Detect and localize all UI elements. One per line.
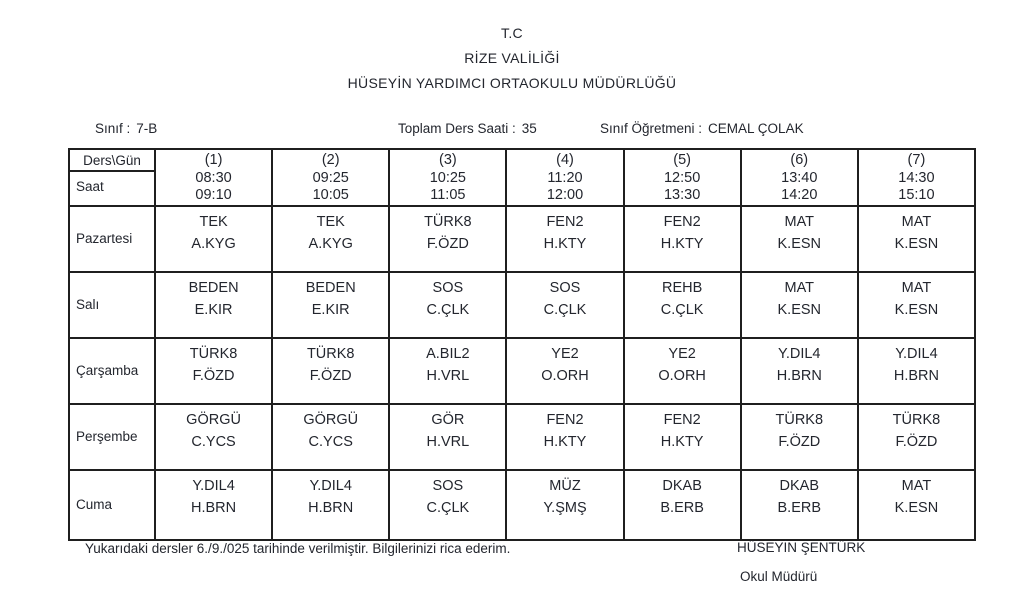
lesson-cell — [624, 338, 741, 404]
lesson-teacher: H.BRN — [191, 499, 237, 516]
period-number: (6) — [790, 152, 809, 168]
day-row-carsamba — [69, 338, 975, 404]
period-start-time: 09:25 — [312, 169, 349, 186]
lesson-teacher: C.YCS — [191, 433, 236, 450]
day-row-cuma — [69, 470, 975, 540]
lesson-subject: TÜRK8 — [189, 345, 238, 362]
lesson-subject: FEN2 — [663, 411, 701, 428]
period-start-time: 12:50 — [663, 169, 701, 186]
lesson-subject: Y.DIL4 — [309, 477, 352, 494]
lesson-subject: GÖR — [431, 411, 465, 428]
class-info — [95, 121, 157, 136]
period-end-time: 14:20 — [781, 187, 818, 203]
lesson-cell — [506, 206, 623, 272]
lesson-cell — [624, 206, 741, 272]
period-end-time: 13:30 — [663, 187, 701, 203]
lesson-subject: FEN2 — [663, 213, 701, 230]
day-row-persembe — [69, 404, 975, 470]
lesson-subject: MAT — [784, 213, 815, 230]
lesson-subject: Y.DIL4 — [192, 477, 235, 494]
lesson-teacher: B.ERB — [660, 499, 704, 516]
lesson-teacher: K.ESN — [777, 235, 822, 252]
lesson-teacher: B.ERB — [777, 499, 822, 516]
corner-label-ders-gun: Ders\Gün — [70, 150, 154, 172]
period-header-1 — [155, 149, 272, 206]
period-end-time: 09:10 — [195, 187, 232, 203]
lesson-cell — [155, 272, 272, 338]
lesson-teacher: C.YCS — [308, 433, 353, 450]
header-line-school: HÜSEYİN YARDIMCI ORTAOKULU MÜDÜRLÜĞÜ — [347, 75, 677, 91]
lesson-cell — [741, 272, 858, 338]
lesson-subject: TÜRK8 — [775, 411, 824, 428]
lesson-teacher: C.ÇLK — [660, 301, 704, 318]
period-end-time: 12:00 — [546, 187, 584, 203]
lesson-cell — [389, 272, 506, 338]
lesson-cell — [272, 338, 389, 404]
lesson-cell — [624, 272, 741, 338]
lesson-subject: DKAB — [779, 477, 820, 494]
lesson-subject: TÜRK8 — [892, 411, 941, 428]
period-start-time: 10:25 — [429, 169, 466, 186]
period-header-5 — [624, 149, 741, 206]
lesson-teacher: E.KIR — [194, 301, 233, 318]
class-teacher-value: CEMAL ÇOLAK — [708, 121, 804, 136]
period-number: (3) — [438, 152, 457, 168]
day-row-sali — [69, 272, 975, 338]
lesson-cell — [389, 470, 506, 540]
lesson-cell — [858, 272, 975, 338]
class-teacher-label: Sınıf Öğretmeni : — [600, 121, 703, 136]
lesson-teacher: K.ESN — [894, 301, 939, 318]
corner-label-saat: Saat — [76, 179, 104, 194]
lesson-teacher: F.ÖZD — [426, 235, 469, 252]
corner-cell — [69, 149, 155, 206]
lesson-subject: Y.DIL4 — [778, 345, 821, 362]
lesson-teacher: C.ÇLK — [426, 301, 470, 318]
lesson-subject: MAT — [901, 279, 932, 296]
day-label: Çarşamba — [69, 338, 155, 404]
lesson-cell — [858, 470, 975, 540]
lesson-teacher: H.VRL — [426, 433, 470, 450]
lesson-subject: TEK — [316, 213, 345, 230]
period-header-2 — [272, 149, 389, 206]
lesson-teacher: H.KTY — [543, 235, 587, 252]
lesson-cell — [741, 338, 858, 404]
lesson-subject: REHB — [661, 279, 703, 296]
period-number: (7) — [907, 152, 926, 168]
lesson-subject: YE2 — [668, 345, 696, 362]
lesson-teacher: K.ESN — [894, 235, 939, 252]
lesson-cell — [155, 404, 272, 470]
lesson-cell — [155, 338, 272, 404]
lesson-subject: DKAB — [662, 477, 702, 494]
header-line-tc: T.C — [501, 25, 523, 41]
lesson-teacher: F.ÖZD — [778, 433, 821, 450]
lesson-cell — [858, 404, 975, 470]
class-value: 7-B — [136, 121, 158, 136]
lesson-cell — [506, 338, 623, 404]
lesson-cell — [506, 272, 623, 338]
lesson-subject: FEN2 — [546, 213, 584, 230]
lesson-subject: Y.DIL4 — [895, 345, 938, 362]
day-label: Salı — [69, 272, 155, 338]
lesson-subject: MÜZ — [549, 477, 581, 494]
lesson-subject: A.BIL2 — [426, 345, 470, 362]
period-number: (2) — [321, 152, 340, 168]
lesson-teacher: F.ÖZD — [192, 367, 235, 384]
lesson-teacher: A.KYG — [191, 235, 236, 252]
lesson-teacher: K.ESN — [894, 499, 939, 516]
lesson-cell — [389, 404, 506, 470]
lesson-teacher: H.KTY — [543, 433, 587, 450]
lesson-cell — [506, 470, 623, 540]
lesson-teacher: F.ÖZD — [309, 367, 352, 384]
lesson-cell — [155, 470, 272, 540]
period-start-time: 08:30 — [195, 169, 232, 186]
day-label: Cuma — [69, 470, 155, 540]
lesson-subject: FEN2 — [546, 411, 584, 428]
lesson-cell — [624, 470, 741, 540]
lesson-teacher: H.BRN — [893, 367, 939, 384]
lesson-teacher: O.ORH — [658, 367, 706, 384]
lesson-subject: GÖRGÜ — [186, 411, 241, 428]
period-number: (1) — [204, 152, 223, 168]
lesson-cell — [741, 404, 858, 470]
total-hours-label: Toplam Ders Saati : — [398, 121, 516, 136]
day-label: Pazartesi — [69, 206, 155, 272]
lesson-teacher: C.ÇLK — [426, 499, 470, 516]
header-row — [69, 149, 975, 206]
lesson-subject: MAT — [901, 213, 932, 230]
period-end-time: 10:05 — [312, 187, 349, 203]
period-start-time: 13:40 — [781, 169, 818, 186]
lesson-subject: MAT — [784, 279, 815, 296]
lesson-cell — [272, 404, 389, 470]
period-end-time: 11:05 — [430, 187, 466, 203]
lesson-cell — [389, 338, 506, 404]
lesson-cell — [272, 272, 389, 338]
lesson-subject: MAT — [901, 477, 932, 494]
period-number: (5) — [673, 152, 691, 168]
header-line-governorship: RİZE VALİLİĞİ — [464, 50, 560, 66]
lesson-teacher: H.KTY — [660, 433, 704, 450]
lesson-subject: TÜRK8 — [424, 213, 472, 230]
lesson-teacher: A.KYG — [308, 235, 353, 252]
day-row-pazartesi — [69, 206, 975, 272]
lesson-subject: YE2 — [551, 345, 579, 362]
period-start-time: 11:20 — [547, 169, 583, 186]
period-number: (4) — [556, 152, 574, 168]
lesson-teacher: E.KIR — [311, 301, 350, 318]
lesson-subject: GÖRGÜ — [303, 411, 359, 428]
lesson-teacher: H.VRL — [426, 367, 470, 384]
timetable — [68, 148, 976, 541]
period-start-time: 14:30 — [898, 169, 935, 186]
period-header-7 — [858, 149, 975, 206]
period-end-time: 15:10 — [898, 187, 935, 203]
lesson-cell — [272, 470, 389, 540]
period-header-3 — [389, 149, 506, 206]
lesson-subject: TÜRK8 — [306, 345, 355, 362]
lesson-teacher: K.ESN — [777, 301, 822, 318]
total-hours-value: 35 — [521, 121, 537, 136]
lesson-cell — [506, 404, 623, 470]
lesson-teacher: H.KTY — [660, 235, 704, 252]
lesson-cell — [155, 206, 272, 272]
signature-title: Okul Müdürü — [740, 569, 818, 584]
footer-note: Yukarıdaki dersler 6./9./025 tarihinde verilmiştir. Bilgilerinizi rica ederim. — [85, 541, 511, 556]
lesson-subject: TEK — [199, 213, 228, 230]
lesson-subject: SOS — [432, 279, 464, 296]
lesson-cell — [389, 206, 506, 272]
document-header — [0, 21, 1024, 96]
lesson-subject: BEDEN — [188, 279, 239, 296]
lesson-teacher: O.ORH — [541, 367, 589, 384]
info-row — [0, 121, 1024, 141]
class-teacher-info — [600, 121, 804, 136]
lesson-cell — [741, 470, 858, 540]
period-header-6 — [741, 149, 858, 206]
lesson-cell — [272, 206, 389, 272]
lesson-subject: SOS — [432, 477, 464, 494]
lesson-teacher: Y.ŞMŞ — [543, 499, 587, 516]
lesson-teacher: F.ÖZD — [895, 433, 938, 450]
lesson-cell — [741, 206, 858, 272]
period-header-4 — [506, 149, 623, 206]
class-label: Sınıf : — [95, 121, 131, 136]
lesson-teacher: H.BRN — [776, 367, 822, 384]
lesson-teacher: H.BRN — [308, 499, 354, 516]
lesson-teacher: C.ÇLK — [543, 301, 587, 318]
lesson-cell — [624, 404, 741, 470]
lesson-subject: BEDEN — [305, 279, 356, 296]
signature-name: HÜSEYİN ŞENTÜRK — [737, 540, 866, 555]
lesson-cell — [858, 338, 975, 404]
total-hours-info — [398, 121, 537, 136]
lesson-cell — [858, 206, 975, 272]
lesson-subject: SOS — [549, 279, 581, 296]
day-label: Perşembe — [69, 404, 155, 470]
